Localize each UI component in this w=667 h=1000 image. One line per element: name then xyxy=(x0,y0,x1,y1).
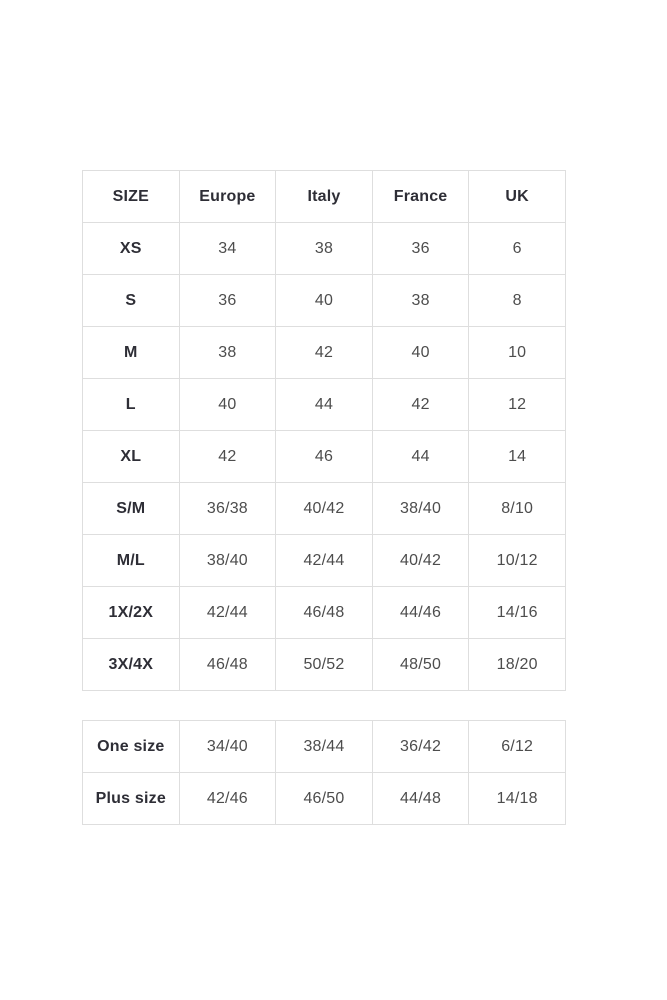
row-label: M xyxy=(83,327,180,379)
tables-container xyxy=(82,170,566,825)
size-value-cell: 46/48 xyxy=(179,639,276,691)
size-value-cell: 38 xyxy=(372,275,469,327)
size-value-cell: 14 xyxy=(469,431,566,483)
table-row xyxy=(83,587,566,639)
table-row xyxy=(83,379,566,431)
size-value-cell: 6 xyxy=(469,223,566,275)
size-value-cell: 10 xyxy=(469,327,566,379)
size-value-cell: 38/40 xyxy=(179,535,276,587)
table-row xyxy=(83,639,566,691)
size-value-cell: 42/44 xyxy=(276,535,373,587)
row-label: S/M xyxy=(83,483,180,535)
size-value-cell: 12 xyxy=(469,379,566,431)
special-sizes-body xyxy=(83,721,566,825)
table-row xyxy=(83,483,566,535)
size-value-cell: 42/46 xyxy=(179,773,276,825)
size-value-cell: 38/44 xyxy=(276,721,373,773)
size-value-cell: 36/38 xyxy=(179,483,276,535)
size-value-cell: 38 xyxy=(179,327,276,379)
size-value-cell: 42 xyxy=(179,431,276,483)
size-conversion-table xyxy=(82,170,566,691)
table-row xyxy=(83,431,566,483)
table-row xyxy=(83,535,566,587)
size-value-cell: 46/48 xyxy=(276,587,373,639)
row-label: 3X/4X xyxy=(83,639,180,691)
row-label: M/L xyxy=(83,535,180,587)
table-row xyxy=(83,721,566,773)
size-table-header xyxy=(83,171,566,223)
size-value-cell: 40 xyxy=(179,379,276,431)
size-table-body xyxy=(83,223,566,691)
size-value-cell: 14/16 xyxy=(469,587,566,639)
column-header: France xyxy=(372,171,469,223)
size-value-cell: 42/44 xyxy=(179,587,276,639)
size-value-cell: 36/42 xyxy=(372,721,469,773)
size-value-cell: 38/40 xyxy=(372,483,469,535)
column-header: SIZE xyxy=(83,171,180,223)
row-label: Plus size xyxy=(83,773,180,825)
size-value-cell: 40 xyxy=(372,327,469,379)
size-value-cell: 8/10 xyxy=(469,483,566,535)
size-value-cell: 38 xyxy=(276,223,373,275)
size-value-cell: 40 xyxy=(276,275,373,327)
size-value-cell: 40/42 xyxy=(276,483,373,535)
size-value-cell: 14/18 xyxy=(469,773,566,825)
header-row xyxy=(83,171,566,223)
special-sizes-table xyxy=(82,720,566,825)
size-value-cell: 46/50 xyxy=(276,773,373,825)
size-value-cell: 44 xyxy=(276,379,373,431)
row-label: XS xyxy=(83,223,180,275)
size-value-cell: 44 xyxy=(372,431,469,483)
size-value-cell: 44/48 xyxy=(372,773,469,825)
size-value-cell: 42 xyxy=(372,379,469,431)
size-value-cell: 36 xyxy=(372,223,469,275)
size-value-cell: 10/12 xyxy=(469,535,566,587)
size-value-cell: 46 xyxy=(276,431,373,483)
table-row xyxy=(83,773,566,825)
size-value-cell: 42 xyxy=(276,327,373,379)
size-value-cell: 36 xyxy=(179,275,276,327)
size-value-cell: 6/12 xyxy=(469,721,566,773)
size-value-cell: 34/40 xyxy=(179,721,276,773)
row-label: 1X/2X xyxy=(83,587,180,639)
table-row xyxy=(83,275,566,327)
row-label: S xyxy=(83,275,180,327)
size-value-cell: 48/50 xyxy=(372,639,469,691)
table-row xyxy=(83,223,566,275)
size-value-cell: 18/20 xyxy=(469,639,566,691)
size-value-cell: 8 xyxy=(469,275,566,327)
column-header: Europe xyxy=(179,171,276,223)
row-label: XL xyxy=(83,431,180,483)
size-value-cell: 44/46 xyxy=(372,587,469,639)
size-value-cell: 50/52 xyxy=(276,639,373,691)
column-header: Italy xyxy=(276,171,373,223)
column-header: UK xyxy=(469,171,566,223)
row-label: One size xyxy=(83,721,180,773)
table-row xyxy=(83,327,566,379)
size-value-cell: 40/42 xyxy=(372,535,469,587)
row-label: L xyxy=(83,379,180,431)
size-value-cell: 34 xyxy=(179,223,276,275)
